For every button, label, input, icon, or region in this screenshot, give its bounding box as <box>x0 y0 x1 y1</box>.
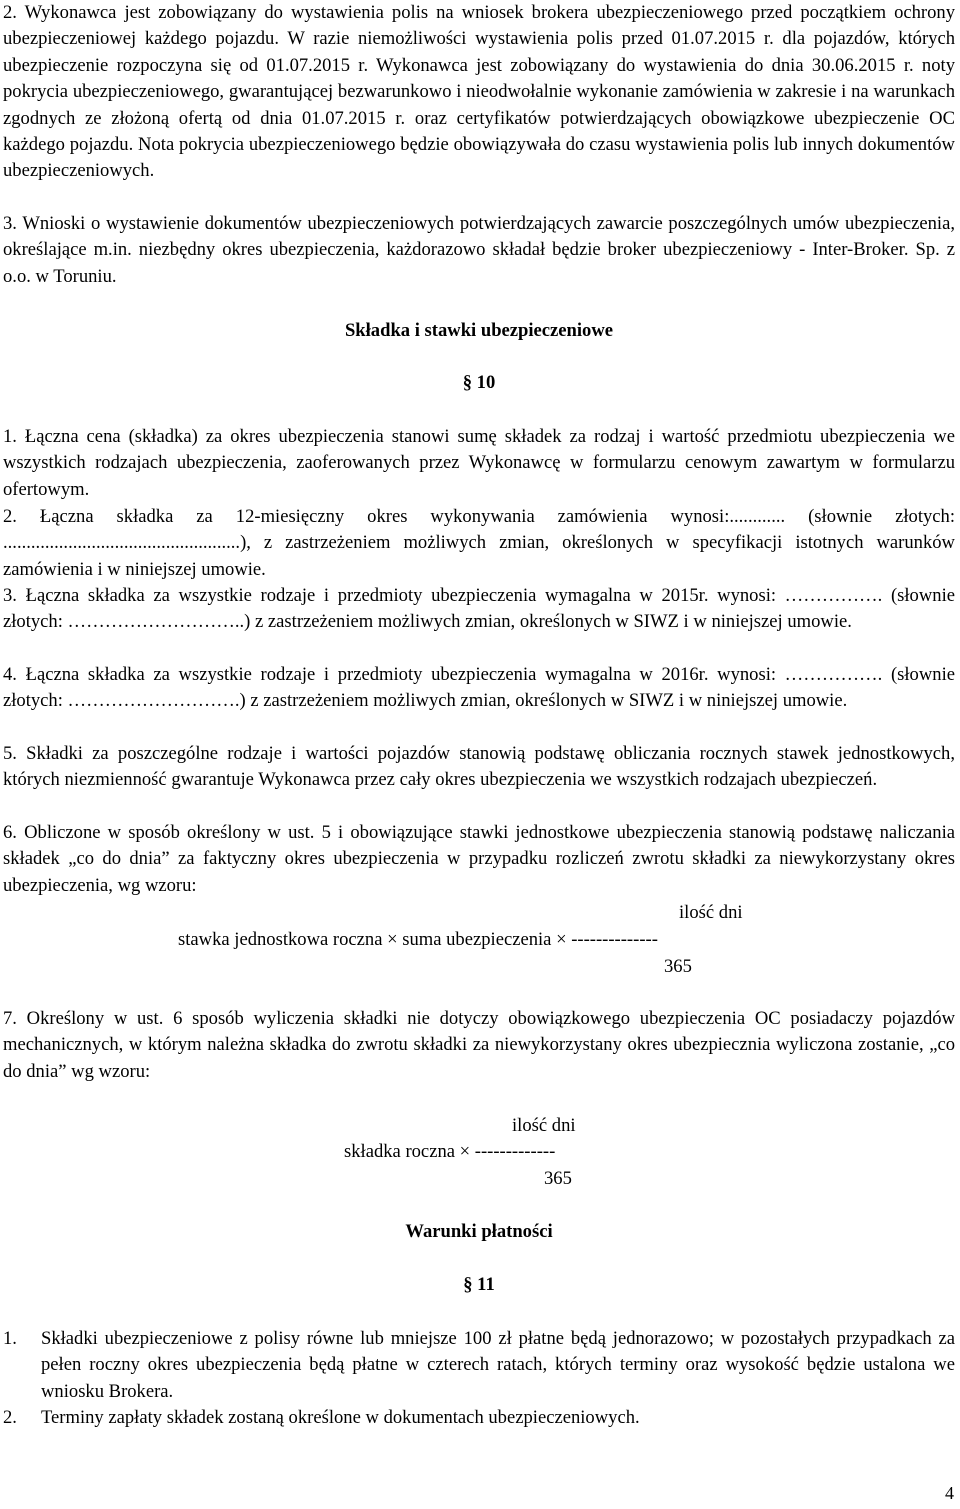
formula-1-expression: stawka jednostkowa roczna × suma ubezpieczenia × -------------- <box>178 929 658 950</box>
section-10-heading: Składka i stawki ubezpieczeniowe <box>344 320 614 341</box>
section-10-number: § 10 <box>462 372 496 393</box>
list-item-text: Składki ubezpieczeniowe z polisy równe lub mniejsze 100 zł płatne będą jednorazowo; w pozostałych przypadkach za pełen roczny okres ubezpieczenia będą płatne w czterech ratach, których terminy oraz wysokość będzie ustalona we wniosku Brokera. <box>41 1328 955 1402</box>
section-10-paragraph-2: 2. Łączna składka za 12-miesięczny okres wykonywania zamówienia wynosi:............ (słownie złotych: ...................................................), z zastrzeżeniem możliwych zmian, określonych w specyfikacji istotnych warunków zamówienia i w niniejszej umowie. <box>3 506 955 580</box>
section-10-paragraph-6: 6. Obliczone w sposób określony w ust. 5 i obowiązujące stawki jednostkowe ubezpieczenia stanowią podstawę naliczania składek „co do dnia” za faktyczny okres ubezpieczenia w przypadku rozliczeń zwrotu składki za niewykorzystany okres ubezpieczenia, wg wzoru: <box>3 822 955 896</box>
section-11-list <box>3 1326 955 1432</box>
section-11-number: § 11 <box>463 1274 495 1295</box>
paragraph-2: 2. Wykonawca jest zobowiązany do wystawienia polis na wniosek brokera ubezpieczeniowego przed początkiem ochrony ubezpieczeniowej każdego pojazdu. W razie niemożliwości wystawienia polis przed 01.07.2015 r. dla pojazdów, których ubezpieczenie rozpoczyna się od 01.07.2015 r. Wykonawca jest zobowiązany do wystawienia do dnia 30.06.2015 r. noty pokrycia ubezpieczeniowego, gwarantującej bezwarunkowo i nieodwołalnie wykonanie zamówienia w zakresie i na warunkach zgodnych ze złożoną ofertą od dnia 01.07.2015 r. oraz certyfikatów potwierdzających obowiązkowe ubezpieczenie OC każdego pojazdu. Nota pokrycia ubezpieczeniowego będzie obowiązywała do czasu wystawienia polis lub innych dokumentów ubezpieczeniowych. <box>3 2 955 182</box>
section-10-paragraph-4: 4. Łączna składka za wszystkie rodzaje i przedmioty ubezpieczenia wymagalna w 2016r. wynosi: ……………. (słownie złotych: ……………………….) z zastrzeżeniem możliwych zmian, określonych w SIWZ i w niniejszej umowie. <box>3 664 955 712</box>
section-10-paragraph-3: 3. Łączna składka za wszystkie rodzaje i przedmioty ubezpieczenia wymagalna w 2015r. wynosi: ……………. (słownie złotych: ………………………..) z zastrzeżeniem możliwych zmian, określonych w SIWZ i w niniejszej umowie. <box>3 585 955 633</box>
page-number: 4 <box>945 1483 954 1503</box>
paragraph-3: 3. Wnioski o wystawienie dokumentów ubezpieczeniowych potwierdzających zawarcie poszczególnych umów ubezpieczenia, określające m.in. niezbędny okres ubezpieczenia, każdorazowo składał będzie broker ubezpieczeniowy - Inter-Broker. Sp. z o.o. w Toruniu. <box>3 213 955 287</box>
formula-1-denominator: 365 <box>664 956 692 977</box>
section-10-paragraph-1: 1. Łączna cena (składka) za okres ubezpieczenia stanowi sumę składek za rodzaj i wartość przedmiotu ubezpieczenia we wszystkich rodzajach ubezpieczenia, zaoferowanych przez Wykonawcę w formularzu cenowym zawartym w formularzu ofertowym. <box>3 426 955 500</box>
list-item <box>3 1326 955 1405</box>
formula-1-numerator: ilość dni <box>679 902 743 923</box>
formula-2-numerator: ilość dni <box>512 1115 576 1136</box>
section-11-heading: Warunki płatności <box>405 1221 553 1242</box>
list-item-text: Terminy zapłaty składek zostaną określone w dokumentach ubezpieczeniowych. <box>41 1407 640 1429</box>
section-10-paragraph-5: 5. Składki za poszczególne rodzaje i wartości pojazdów stanowią podstawę obliczania rocznych stawek jednostkowych, których niezmienność gwarantuje Wykonawca przez cały okres ubezpieczenia we wszystkich rodzajach ubezpieczeń. <box>3 743 955 791</box>
section-10-paragraph-7: 7. Określony w ust. 6 sposób wyliczenia składki nie dotyczy obowiązkowego ubezpieczenia OC posiadaczy pojazdów mechanicznych, w którym należna składka do zwrotu składki za niewykorzystany okres ubezpiecznia wyliczona zostanie, „co do dnia” wg wzoru: <box>3 1008 955 1082</box>
list-item-number: 2. <box>3 1407 17 1429</box>
formula-2-expression: składka roczna × ------------- <box>344 1141 556 1162</box>
formula-2-denominator: 365 <box>544 1168 572 1189</box>
list-item-number: 1. <box>3 1328 17 1349</box>
list-item <box>3 1405 955 1431</box>
